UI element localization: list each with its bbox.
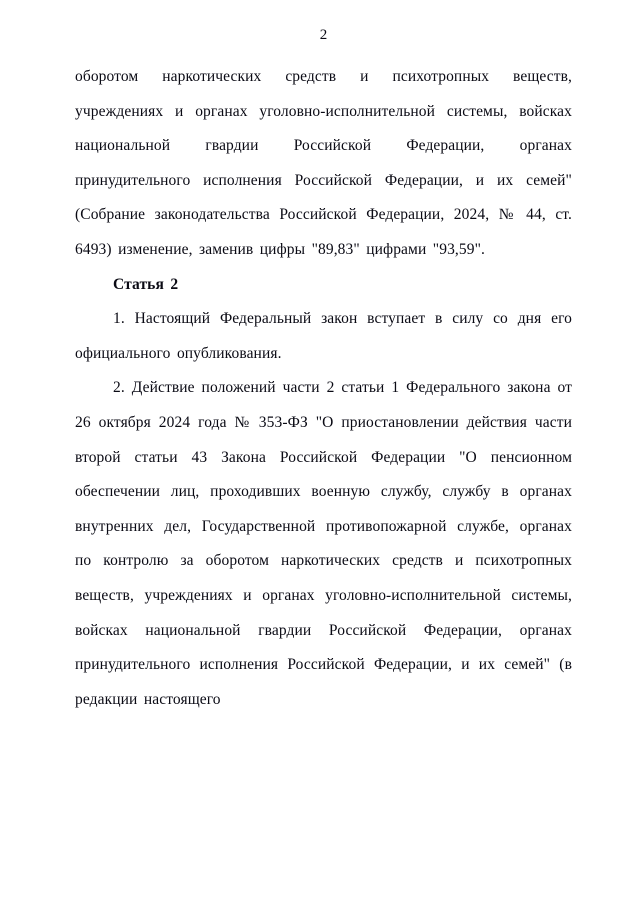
paragraph: 2. Действие положений части 2 статьи 1 Федерального закона от 26 октября 2024 года № 353-ФЗ "О приостановлении действия части второй статьи 43 Закона Российской Федерации "О пенсионном обеспечении лиц, проходивших военную службу, службу в органах внутренних дел, Государственной противопожарной службе, органах по контролю за оборотом наркотических средств и психотропных веществ, учреждениях и органах уголовно-исполнительной системы, войсках национальной гвардии Российской Федерации, органах принудительного исполнения Российской Федерации, и их семей" (в редакции настоящего <box>75 379 572 708</box>
paragraph: Статья 2 <box>113 275 179 293</box>
page-number: 2 <box>319 27 328 43</box>
document-body <box>75 60 572 717</box>
paragraph: оборотом наркотических средств и психотропных веществ, учреждениях и органах уголовно-исполнительной системы, войсках национальной гвардии Российской Федерации, органах принудительного исполнения Российской Федерации, и их семей" (Собрание законодательства Российской Федерации, 2024, № 44, ст. 6493) изменение, заменив цифры "89,83" цифрами "93,59". <box>75 68 572 258</box>
paragraph: 1. Настоящий Федеральный закон вступает в силу со дня его официального опубликования. <box>75 310 572 362</box>
